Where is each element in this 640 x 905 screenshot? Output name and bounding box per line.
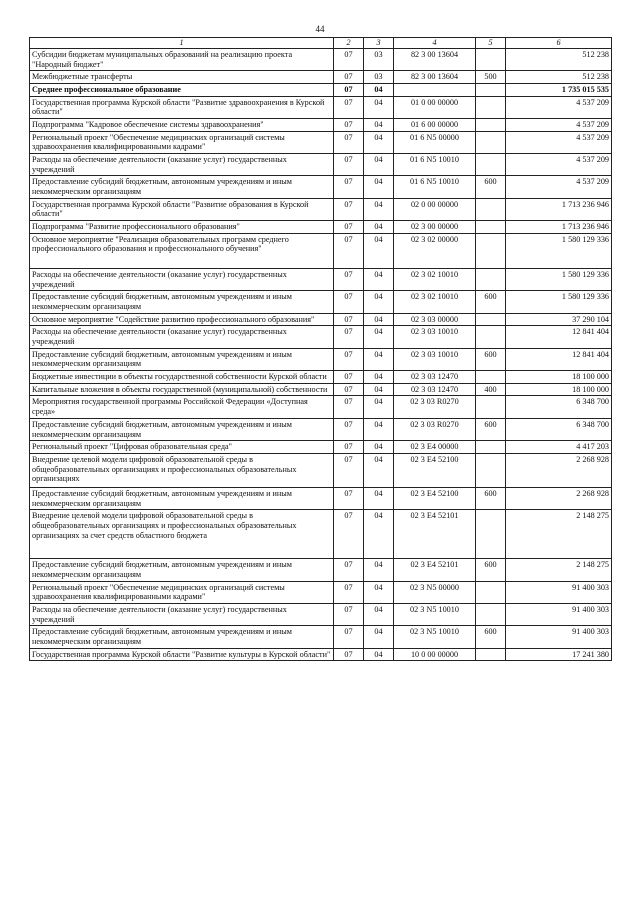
row-expense-type-cell: 600 (476, 626, 506, 648)
row-name-cell: Предоставление субсидий бюджетным, автономным учреждениям и иным некоммерческим организациям (30, 626, 334, 648)
row-expense-type-cell (476, 154, 506, 176)
row-subsection-cell: 04 (364, 313, 394, 326)
row-section-cell: 07 (334, 49, 364, 71)
table-row (30, 233, 612, 268)
row-subsection-cell: 04 (364, 198, 394, 220)
row-amount-cell: 91 400 303 (506, 581, 612, 603)
row-subsection-cell: 04 (364, 291, 394, 313)
row-expense-type-cell (476, 326, 506, 348)
row-section-cell: 07 (334, 291, 364, 313)
row-section-cell: 07 (334, 96, 364, 118)
row-amount-cell: 18 100 000 (506, 371, 612, 384)
row-section-cell: 07 (334, 71, 364, 84)
row-section-cell: 07 (334, 626, 364, 648)
row-name-cell: Предоставление субсидий бюджетным, автономным учреждениям и иным некоммерческим организациям (30, 487, 334, 509)
row-expense-type-cell (476, 441, 506, 454)
header-col-2: 2 (334, 38, 364, 49)
row-amount-cell: 512 238 (506, 71, 612, 84)
row-section-cell: 07 (334, 510, 364, 559)
table-row (30, 71, 612, 84)
row-name-cell: Мероприятия государственной программы Российской Федерации «Доступная среда» (30, 396, 334, 418)
row-amount-cell: 2 268 928 (506, 487, 612, 509)
table-row (30, 291, 612, 313)
row-name-cell: Предоставление субсидий бюджетным, автономным учреждениям и иным некоммерческим организациям (30, 176, 334, 198)
row-section-cell: 07 (334, 559, 364, 581)
header-col-4: 4 (394, 38, 476, 49)
table-row (30, 603, 612, 625)
table-row (30, 176, 612, 198)
table-row (30, 371, 612, 384)
row-target-code-cell: 02 3 02 00000 (394, 233, 476, 268)
row-subsection-cell: 04 (364, 487, 394, 509)
header-col-5: 5 (476, 38, 506, 49)
row-section-cell: 07 (334, 131, 364, 153)
row-amount-cell: 4 537 209 (506, 131, 612, 153)
row-section-cell: 07 (334, 233, 364, 268)
row-amount-cell: 1 713 236 946 (506, 198, 612, 220)
table-row (30, 96, 612, 118)
row-expense-type-cell (476, 221, 506, 234)
table-row (30, 326, 612, 348)
row-name-cell: Субсидии бюджетам муниципальных образований на реализацию проекта "Народный бюджет" (30, 49, 334, 71)
row-name-cell: Внедрение целевой модели цифровой образовательной среды в общеобразовательных организациях и профессиональных образовательных организациях за счет средств областного бюджета (30, 510, 334, 559)
row-subsection-cell: 04 (364, 233, 394, 268)
table-row (30, 581, 612, 603)
row-subsection-cell: 04 (364, 371, 394, 384)
row-name-cell: Предоставление субсидий бюджетным, автономным учреждениям и иным некоммерческим организациям (30, 418, 334, 440)
row-section-cell: 07 (334, 269, 364, 291)
row-amount-cell: 1 735 015 535 (506, 84, 612, 97)
row-subsection-cell: 04 (364, 441, 394, 454)
row-expense-type-cell: 600 (476, 559, 506, 581)
table-row (30, 221, 612, 234)
row-name-cell: Подпрограмма "Развитие профессионального образования" (30, 221, 334, 234)
header-col-6: 6 (506, 38, 612, 49)
row-section-cell: 07 (334, 84, 364, 97)
row-expense-type-cell (476, 510, 506, 559)
table-row (30, 510, 612, 559)
table-row (30, 396, 612, 418)
row-name-cell: Предоставление субсидий бюджетным, автономным учреждениям и иным некоммерческим организациям (30, 559, 334, 581)
row-section-cell: 07 (334, 176, 364, 198)
row-amount-cell: 4 537 209 (506, 119, 612, 132)
row-amount-cell: 2 268 928 (506, 453, 612, 487)
row-subsection-cell: 04 (364, 221, 394, 234)
row-section-cell: 07 (334, 383, 364, 396)
table-row (30, 453, 612, 487)
row-target-code-cell: 02 3 03 10010 (394, 326, 476, 348)
budget-table (29, 37, 612, 661)
row-name-cell: Государственная программа Курской области "Развитие здравоохранения в Курской области" (30, 96, 334, 118)
table-row (30, 198, 612, 220)
row-name-cell: Предоставление субсидий бюджетным, автономным учреждениям и иным некоммерческим организациям (30, 291, 334, 313)
row-target-code-cell: 02 3 E4 52101 (394, 510, 476, 559)
table-row (30, 559, 612, 581)
row-expense-type-cell (476, 581, 506, 603)
row-section-cell: 07 (334, 418, 364, 440)
header-col-1: 1 (30, 38, 334, 49)
row-expense-type-cell (476, 371, 506, 384)
row-expense-type-cell (476, 96, 506, 118)
row-section-cell: 07 (334, 221, 364, 234)
row-name-cell: Региональный проект "Цифровая образовательная среда" (30, 441, 334, 454)
row-expense-type-cell (476, 198, 506, 220)
table-row (30, 626, 612, 648)
page-number: 44 (315, 24, 325, 34)
row-name-cell: Расходы на обеспечение деятельности (оказание услуг) государственных учреждений (30, 603, 334, 625)
row-amount-cell: 1 580 129 336 (506, 291, 612, 313)
row-name-cell: Расходы на обеспечение деятельности (оказание услуг) государственных учреждений (30, 326, 334, 348)
row-target-code-cell: 02 3 03 R0270 (394, 418, 476, 440)
row-subsection-cell: 04 (364, 84, 394, 97)
row-name-cell: Основное мероприятие "Содействие развитию профессионального образования" (30, 313, 334, 326)
row-amount-cell: 1 580 129 336 (506, 233, 612, 268)
row-target-code-cell: 01 0 00 00000 (394, 96, 476, 118)
row-name-cell: Региональный проект "Обеспечение медицинских организаций системы здравоохранения квалифицированными кадрами" (30, 131, 334, 153)
row-subsection-cell: 04 (364, 559, 394, 581)
row-name-cell: Расходы на обеспечение деятельности (оказание услуг) государственных учреждений (30, 154, 334, 176)
row-target-code-cell: 02 3 03 12470 (394, 371, 476, 384)
table-row (30, 119, 612, 132)
row-subsection-cell: 03 (364, 71, 394, 84)
row-section-cell: 07 (334, 487, 364, 509)
row-expense-type-cell (476, 131, 506, 153)
row-subsection-cell: 04 (364, 326, 394, 348)
row-target-code-cell: 01 6 N5 00000 (394, 131, 476, 153)
row-expense-type-cell (476, 648, 506, 661)
row-expense-type-cell (476, 119, 506, 132)
row-expense-type-cell: 600 (476, 176, 506, 198)
row-subsection-cell: 04 (364, 269, 394, 291)
row-section-cell: 07 (334, 119, 364, 132)
row-subsection-cell: 04 (364, 603, 394, 625)
row-expense-type-cell (476, 453, 506, 487)
row-amount-cell: 4 537 209 (506, 176, 612, 198)
row-target-code-cell: 10 0 00 00000 (394, 648, 476, 661)
row-amount-cell: 18 100 000 (506, 383, 612, 396)
row-target-code-cell: 82 3 00 13604 (394, 49, 476, 71)
row-name-cell: Основное мероприятие "Реализация образовательных программ среднего профессионального образования и профессионального обучения" (30, 233, 334, 268)
row-amount-cell: 6 348 700 (506, 396, 612, 418)
row-target-code-cell: 02 3 E4 52101 (394, 559, 476, 581)
row-expense-type-cell: 600 (476, 291, 506, 313)
row-expense-type-cell (476, 84, 506, 97)
row-section-cell: 07 (334, 648, 364, 661)
row-amount-cell: 6 348 700 (506, 418, 612, 440)
row-section-cell: 07 (334, 326, 364, 348)
row-subsection-cell: 04 (364, 119, 394, 132)
table-header-row (30, 38, 612, 49)
row-expense-type-cell (476, 313, 506, 326)
row-target-code-cell: 02 3 03 10010 (394, 348, 476, 370)
row-subsection-cell: 04 (364, 176, 394, 198)
header-col-3: 3 (364, 38, 394, 49)
row-section-cell: 07 (334, 198, 364, 220)
row-name-cell: Бюджетные инвестиции в объекты государственной собственности Курской области (30, 371, 334, 384)
row-subsection-cell: 03 (364, 49, 394, 71)
row-amount-cell: 12 841 404 (506, 326, 612, 348)
row-amount-cell: 4 537 209 (506, 154, 612, 176)
row-section-cell: 07 (334, 154, 364, 176)
row-target-code-cell: 02 3 N5 10010 (394, 626, 476, 648)
row-name-cell: Региональный проект "Обеспечение медицинских организаций системы здравоохранения квалифицированными кадрами" (30, 581, 334, 603)
row-amount-cell: 4 417 203 (506, 441, 612, 454)
row-subsection-cell: 04 (364, 96, 394, 118)
row-name-cell: Государственная программа Курской области "Развитие культуры в Курской области" (30, 648, 334, 661)
row-section-cell: 07 (334, 441, 364, 454)
row-target-code-cell: 82 3 00 13604 (394, 71, 476, 84)
table-row (30, 441, 612, 454)
row-name-cell: Межбюджетные трансферты (30, 71, 334, 84)
table-row (30, 487, 612, 509)
row-name-cell: Предоставление субсидий бюджетным, автономным учреждениям и иным некоммерческим организациям (30, 348, 334, 370)
row-section-cell: 07 (334, 313, 364, 326)
row-expense-type-cell: 600 (476, 418, 506, 440)
row-target-code-cell: 02 3 E4 52100 (394, 487, 476, 509)
table-row (30, 348, 612, 370)
row-target-code-cell: 02 3 E4 52100 (394, 453, 476, 487)
row-amount-cell: 1 713 236 946 (506, 221, 612, 234)
row-expense-type-cell: 500 (476, 71, 506, 84)
row-target-code-cell: 02 3 N5 10010 (394, 603, 476, 625)
row-subsection-cell: 04 (364, 383, 394, 396)
row-name-cell: Расходы на обеспечение деятельности (оказание услуг) государственных учреждений (30, 269, 334, 291)
row-subsection-cell: 04 (364, 581, 394, 603)
row-section-cell: 07 (334, 581, 364, 603)
table-row (30, 313, 612, 326)
table-row (30, 418, 612, 440)
row-expense-type-cell: 600 (476, 487, 506, 509)
row-expense-type-cell (476, 233, 506, 268)
row-name-cell: Внедрение целевой модели цифровой образовательной среды в общеобразовательных организациях и профессиональных образовательных организациях (30, 453, 334, 487)
table-row (30, 131, 612, 153)
row-target-code-cell: 02 0 00 00000 (394, 198, 476, 220)
row-target-code-cell: 02 3 E4 00000 (394, 441, 476, 454)
row-target-code-cell: 01 6 00 00000 (394, 119, 476, 132)
row-name-cell: Капитальные вложения в объекты государственной (муниципальной) собственности (30, 383, 334, 396)
row-section-cell: 07 (334, 396, 364, 418)
row-subsection-cell: 04 (364, 348, 394, 370)
row-section-cell: 07 (334, 371, 364, 384)
table-row (30, 648, 612, 661)
row-amount-cell: 91 400 303 (506, 603, 612, 625)
row-name-cell: Среднее профессиональное образование (30, 84, 334, 97)
row-subsection-cell: 04 (364, 510, 394, 559)
row-expense-type-cell (476, 603, 506, 625)
table-row (30, 383, 612, 396)
row-subsection-cell: 04 (364, 396, 394, 418)
row-target-code-cell: 02 3 02 10010 (394, 291, 476, 313)
table-row (30, 49, 612, 71)
row-target-code-cell: 02 3 03 00000 (394, 313, 476, 326)
row-name-cell: Подпрограмма "Кадровое обеспечение системы здравоохранения" (30, 119, 334, 132)
row-target-code-cell: 02 3 03 12470 (394, 383, 476, 396)
row-subsection-cell: 04 (364, 453, 394, 487)
row-amount-cell: 91 400 303 (506, 626, 612, 648)
row-amount-cell: 12 841 404 (506, 348, 612, 370)
row-expense-type-cell (476, 269, 506, 291)
row-target-code-cell: 02 3 02 10010 (394, 269, 476, 291)
row-section-cell: 07 (334, 603, 364, 625)
row-amount-cell: 2 148 275 (506, 510, 612, 559)
table-row (30, 269, 612, 291)
row-target-code-cell (394, 84, 476, 97)
row-amount-cell: 2 148 275 (506, 559, 612, 581)
row-section-cell: 07 (334, 453, 364, 487)
row-expense-type-cell: 600 (476, 348, 506, 370)
row-expense-type-cell: 400 (476, 383, 506, 396)
row-target-code-cell: 02 3 00 00000 (394, 221, 476, 234)
row-target-code-cell: 02 3 03 R0270 (394, 396, 476, 418)
row-amount-cell: 17 241 380 (506, 648, 612, 661)
row-subsection-cell: 04 (364, 626, 394, 648)
row-expense-type-cell (476, 396, 506, 418)
row-expense-type-cell (476, 49, 506, 71)
row-subsection-cell: 04 (364, 648, 394, 661)
row-subsection-cell: 04 (364, 154, 394, 176)
row-amount-cell: 1 580 129 336 (506, 269, 612, 291)
row-amount-cell: 4 537 209 (506, 96, 612, 118)
table-row (30, 154, 612, 176)
row-subsection-cell: 04 (364, 131, 394, 153)
row-amount-cell: 37 290 104 (506, 313, 612, 326)
row-target-code-cell: 02 3 N5 00000 (394, 581, 476, 603)
row-target-code-cell: 01 6 N5 10010 (394, 154, 476, 176)
row-subsection-cell: 04 (364, 418, 394, 440)
row-target-code-cell: 01 6 N5 10010 (394, 176, 476, 198)
row-amount-cell: 512 238 (506, 49, 612, 71)
row-name-cell: Государственная программа Курской области "Развитие образования в Курской области" (30, 198, 334, 220)
row-section-cell: 07 (334, 348, 364, 370)
table-row (30, 84, 612, 97)
